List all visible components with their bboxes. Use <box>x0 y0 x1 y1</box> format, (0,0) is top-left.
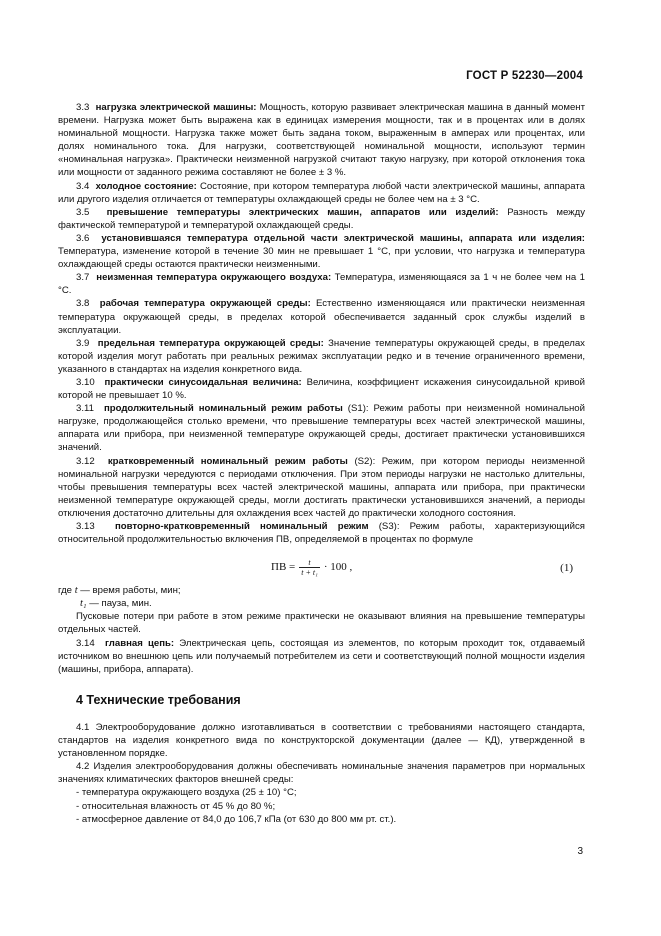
clause-3-8: 3.8 рабочая температура окружающей среды: Естественно изменяющаяся или практически неизменная температура окружающей среды, в пределах которой обеспечивается заданный срок службы изделий в эксплуатации. <box>58 298 585 336</box>
clause-3-3: 3.3 нагрузка электрической машины: Мощность, которую развивает электрическая машина в данный момент времени. Нагрузка может быть выражена как в единицах измерения мощности, так и в процентах или в долях номинальной мощности. Нагрузка также может быть задана током, выраженным в амперах или процентах, или долях номинального тока. Для нагрузки, соответствующей номинальной мощности, используют термин «номинальная нагрузка». Практически неизменной нагрузкой считают такую нагрузку, при которой отклонения тока или мощности от заданного режима составляют не более ± 3 %. <box>58 102 585 179</box>
clause-3-13-note: Пусковые потери при работе в этом режиме практически не оказывают влияния на превышение температуры отдельных частей. <box>58 611 585 636</box>
clause-3-10: 3.10 практически синусоидальная величина: Величина, коэффициент искажения синусоидальной кривой которой не превышает 10 %. <box>58 376 586 402</box>
formula-rhs: · 100 , <box>323 561 353 574</box>
formula-expression <box>271 558 352 577</box>
formula-fraction <box>299 558 320 577</box>
clause-3-5: 3.5 превышение температуры электрических машин, аппаратов или изделий: Разность между фактической температурой и температурой охлаждающей среды. <box>58 206 585 231</box>
clause-4-1: 4.1 Электрооборудование должно изготавливаться в соответствии с требованиями настоящего стандарта, стандартов на изделия конкретного вида по конструкторской документации (далее — КД), утвержденной в установленном порядке. <box>58 721 585 760</box>
clause-3-9: 3.9 предельная температура окружающей среды: Значение температуры окружающей среды, в пределах которой изделия могут работать при реальных режимах эксплуатации редко и в течение ограниченного времени, указанного в стандартах на изделия конкретного вида. <box>58 337 585 375</box>
formula-numerator: t <box>308 558 311 568</box>
document-body <box>58 101 585 826</box>
clause-4-2: 4.2 Изделия электрооборудования должны обеспечивать номинальные значения параметров при нормальных значениях климатических факторов внешней среды: <box>58 761 585 786</box>
page-number: 3 <box>577 846 583 857</box>
formula-1 <box>58 554 585 580</box>
clause-3-7: 3.7 неизменная температура окружающего воздуха: Температура, изменяющаяся за 1 ч не более чем на 1 °С. <box>58 272 585 297</box>
formula-denominator: t + t₁ <box>301 568 318 578</box>
where-line-2: t₁ — пауза, мин. <box>80 598 152 610</box>
clause-3-6: 3.6 установившаяся температура отдельной части электрической машины, аппарата или изделия: Температура, изменение которой в течение 30 мин не превышает 1 °С, при условии, что нагрузка и температура охлаждающей среды остаются практически неизменными. <box>58 232 585 271</box>
clause-3-12: 3.12 кратковременный номинальный режим работы (S2): Режим, при котором периоды неизменной номинальной нагрузки чередуются с периодами отключения. При этом периоды нагрузки не настолько длительны, чтобы превышения температуры всех частей электрической машины, аппарата или прибора, при практически неизменной температуре окружающей среды, могли достигать практически установившихся значений, а периоды отключения достаточно длительны для охлаждения всех частей до практически холодного состояния. <box>58 455 585 519</box>
list-item: - относительная влажность от 45 % до 80 %; <box>76 800 276 812</box>
list-item: - температура окружающего воздуха (25 ± 10) °С; <box>76 787 297 799</box>
clause-3-4: 3.4 холодное состояние: Состояние, при котором температура любой части электрической машины, аппарата или другого изделия отличается от температуры охлаждающей среды не более чем на ± 3 °С. <box>58 180 586 205</box>
list-item: - атмосферное давление от 84,0 до 106,7 кПа (от 630 до 800 мм рт. ст.). <box>76 813 397 825</box>
formula-number: (1) <box>560 562 573 575</box>
clause-3-13: 3.13 повторно-кратковременный номинальный режим (S3): Режим работы, характеризующийся относительной продолжительностью включения ПВ, определяемой в процентах по формуле <box>58 521 585 546</box>
where-line-1: где t — время работы, мин; <box>58 585 181 597</box>
clause-3-11: 3.11 продолжительный номинальный режим работы (S1): Режим работы при неизменной номинальной нагрузке, продолжающейся столько времени, что превышение температуры всех частей электрической машины, аппарата или прибора, при неизменной температуре окружающей среды, достигает практически установившихся значений. <box>58 403 585 454</box>
formula-lhs: ПВ = <box>271 561 296 574</box>
standard-header: ГОСТ Р 52230—2004 <box>466 70 583 82</box>
clause-3-14: 3.14 главная цепь: Электрическая цепь, состоящая из элементов, по которым проходит ток, отдаваемый источником во внешнюю цепь или получаемый потребителем из сети и соответствующий полной мощности изделия (машины, прибора, аппарата). <box>58 637 585 675</box>
section-4-title: 4 Технические требования <box>76 692 241 707</box>
